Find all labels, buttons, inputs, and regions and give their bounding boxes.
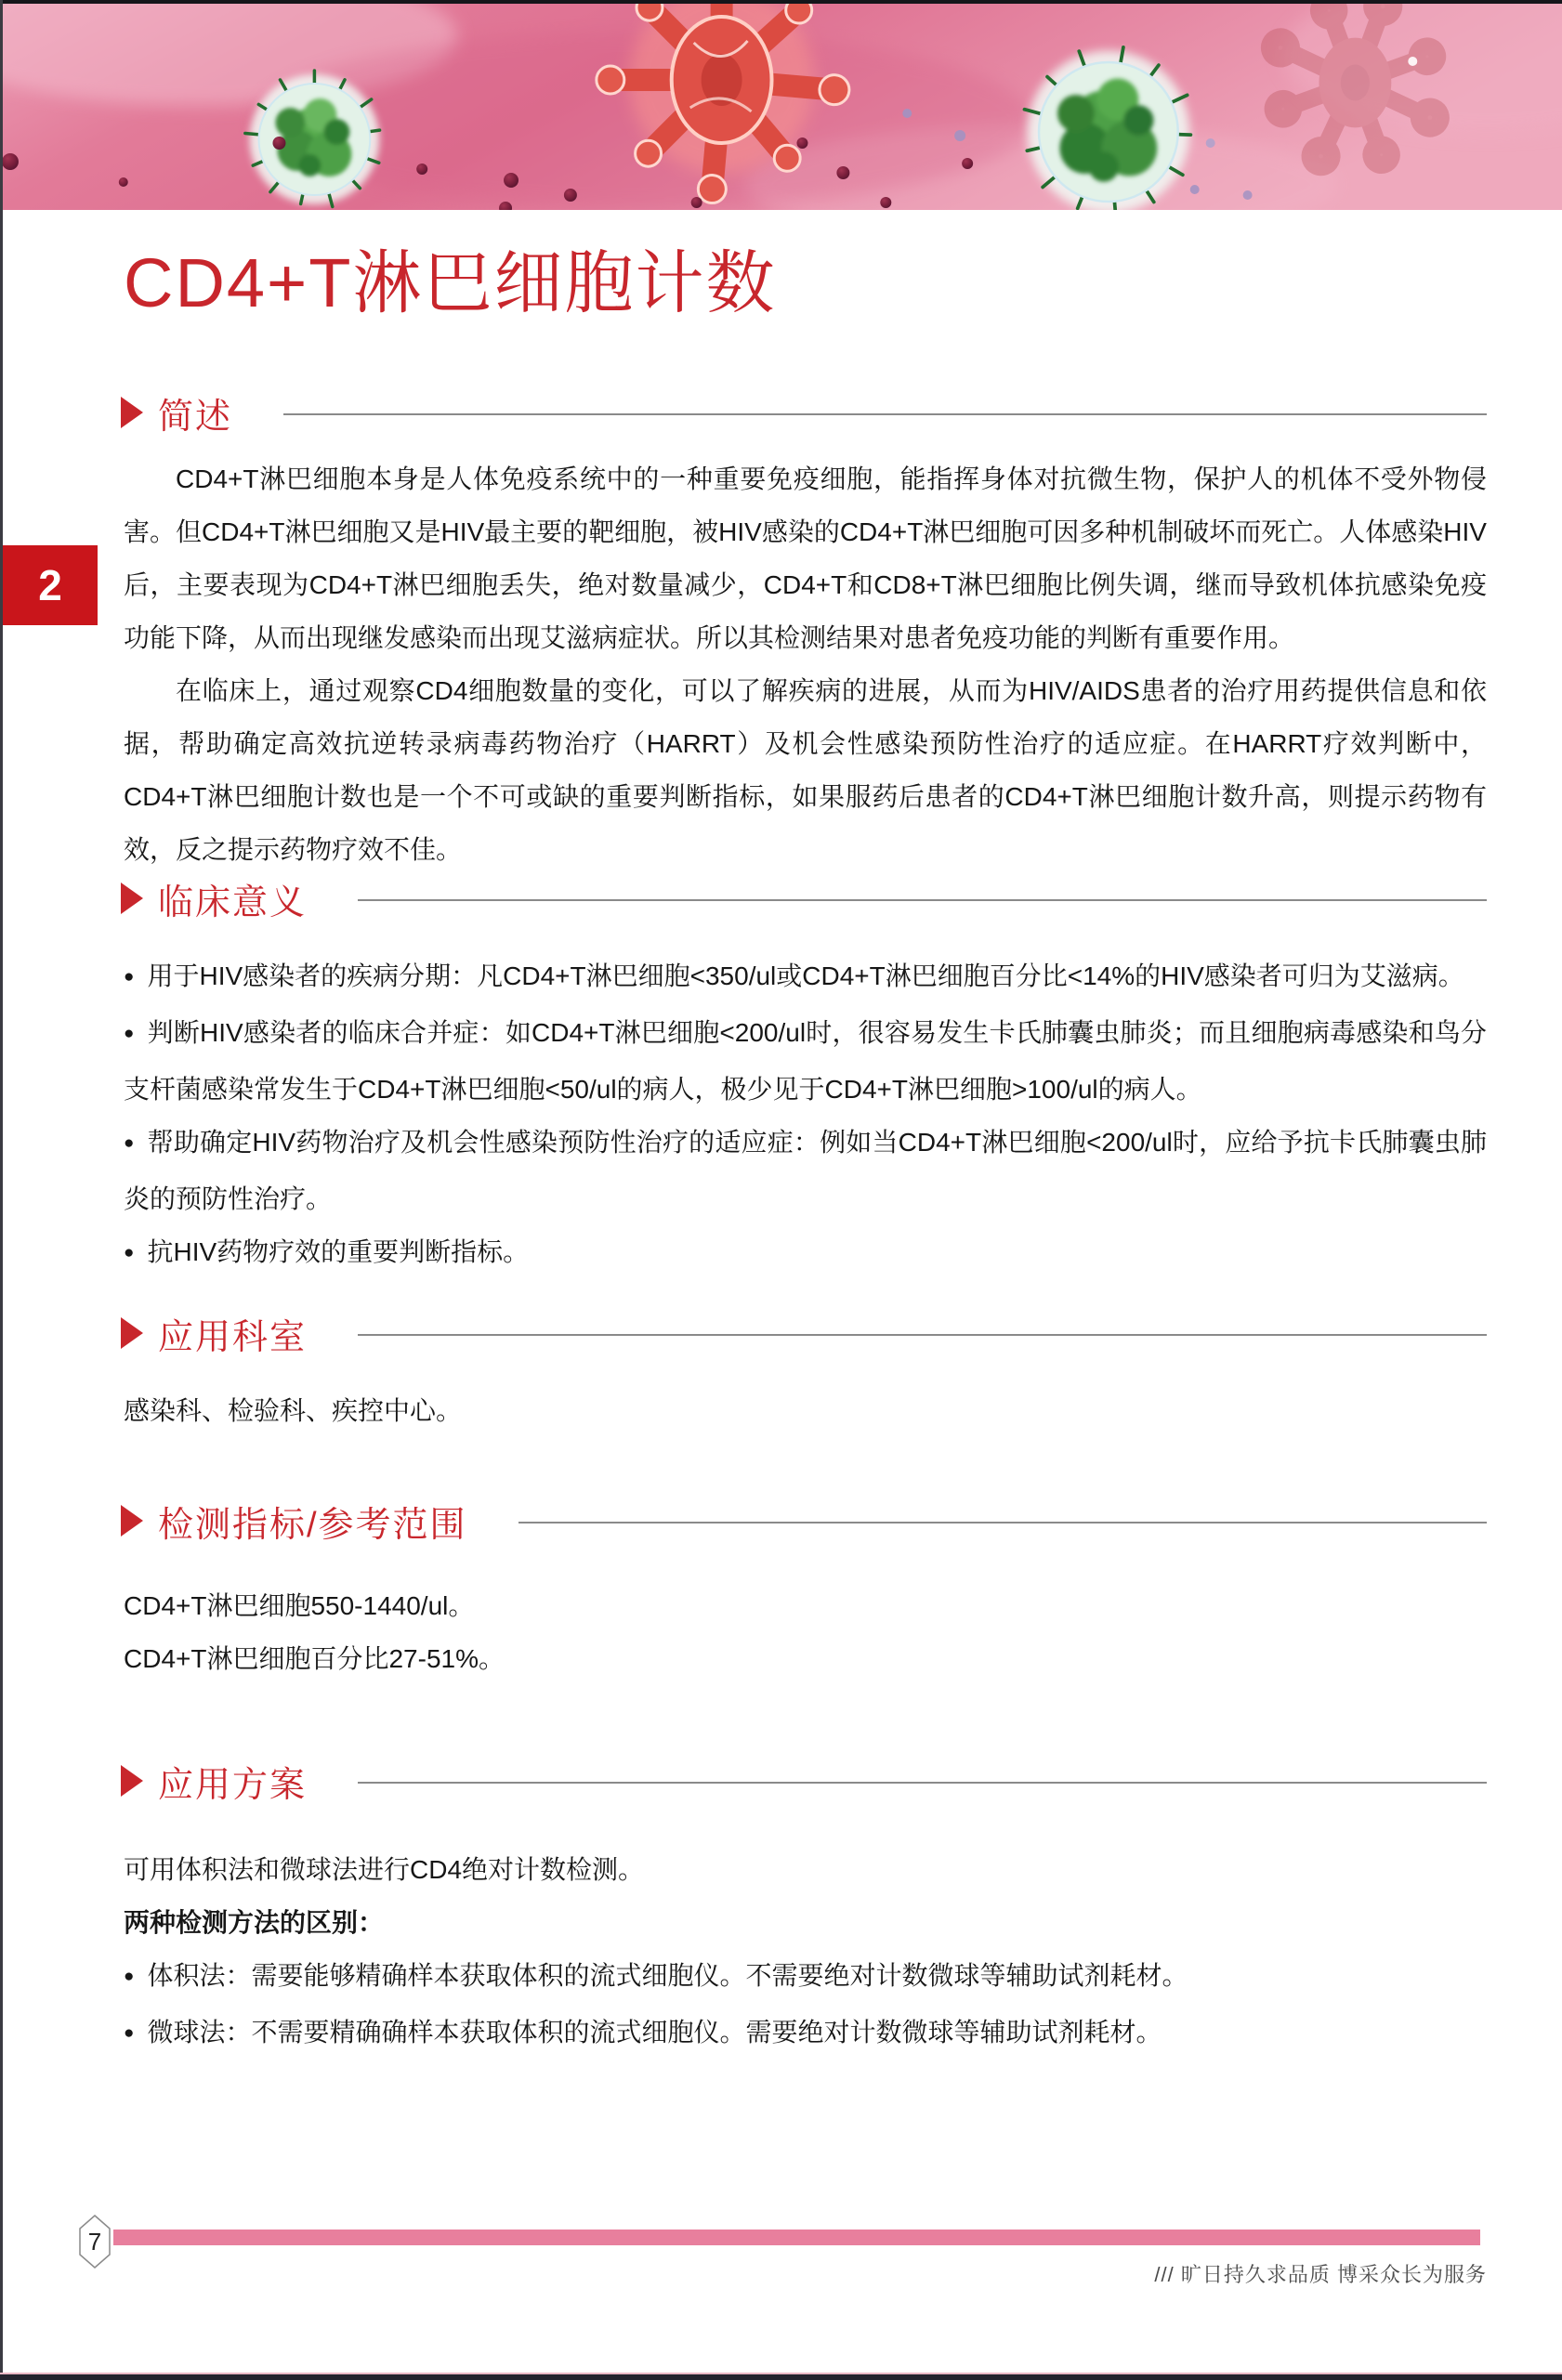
section-heading-label: 简述 bbox=[158, 397, 233, 437]
section-arrow-icon bbox=[121, 883, 143, 914]
list-item: ● 抗HIV药物疗效的重要判断指标。 bbox=[124, 1225, 1487, 1282]
departments-text: 感染科、检验科、疾控中心。 bbox=[124, 1396, 463, 1425]
section-heading-application bbox=[121, 1759, 1487, 1805]
chapter-tab bbox=[3, 545, 98, 625]
page-border-bottom bbox=[0, 2374, 1562, 2380]
section-rule bbox=[358, 1334, 1487, 1336]
section-heading-overview bbox=[121, 391, 1487, 437]
list-item: ● 体积法：需要能够精确样本获取体积的流式细胞仪。不需要绝对计数微球等辅助试剂耗材。 bbox=[124, 1949, 1487, 2006]
page-border-left bbox=[0, 0, 3, 2380]
overview-body bbox=[124, 452, 1487, 876]
section-heading-clinical bbox=[121, 877, 1487, 920]
page-number: 7 bbox=[87, 2228, 102, 2256]
section-rule bbox=[358, 899, 1487, 901]
page-number-badge bbox=[78, 2214, 112, 2269]
section-rule bbox=[358, 1782, 1487, 1784]
footer-slogan: /// 旷日持久求品质 博采众长为服务 bbox=[1154, 2263, 1487, 2286]
application-intro: 可用体积法和微球法进行CD4绝对计数检测。 bbox=[124, 1855, 645, 1884]
section-heading-label: 检测指标/参考范围 bbox=[158, 1505, 467, 1545]
departments-body bbox=[124, 1384, 1487, 1437]
list-item: ● 微球法：不需要精确确样本获取体积的流式细胞仪。需要绝对计数微球等辅助试剂耗材。 bbox=[124, 2006, 1487, 2062]
overview-paragraph: CD4+T淋巴细胞本身是人体免疫系统中的一种重要免疫细胞，能指挥身体对抗微生物，保护人的机体不受外物侵害。但CD4+T淋巴细胞又是HIV最主要的靶细胞，被HIV感染的CD4+T淋巴细胞可因多种机制破坏而死亡。人体感染HIV后，主要表现为CD4+T淋巴细胞丢失，绝对数量减少，CD4+T和CD8+T淋巴细胞比例失调，继而导致机体抗感染免疫功能下降，从而出现继发感染而出现艾滋病症状。所以其检测结果对患者免疫功能的判断有重要作用。 bbox=[124, 464, 1487, 652]
section-rule bbox=[518, 1522, 1487, 1523]
application-subheading: 两种检测方法的区别： bbox=[124, 1908, 385, 1937]
section-heading-label: 应用科室 bbox=[158, 1317, 308, 1357]
section-heading-label: 临床意义 bbox=[158, 883, 308, 922]
section-arrow-icon bbox=[121, 397, 143, 428]
section-heading-departments bbox=[121, 1312, 1487, 1357]
list-item: ● 用于HIV感染者的疾病分期：凡CD4+T淋巴细胞<350/ul或CD4+T淋巴细胞百分比<14%的HIV感染者可归为艾滋病。 bbox=[124, 949, 1487, 1006]
section-arrow-icon bbox=[121, 1505, 143, 1537]
reference-line: CD4+T淋巴细胞百分比27-51%。 bbox=[124, 1644, 505, 1673]
page-title: CD4+T淋巴细胞计数 bbox=[124, 244, 777, 321]
reference-line: CD4+T淋巴细胞550-1440/ul。 bbox=[124, 1591, 475, 1620]
overview-paragraph: 在临床上，通过观察CD4细胞数量的变化，可以了解疾病的进展，从而为HIV/AIDS患者的治疗用药提供信息和依据，帮助确定高效抗逆转录病毒药物治疗（HARRT）及机会性感染预防性治疗的适应症。在HARRT疗效判断中，CD4+T淋巴细胞计数也是一个不可或缺的重要判断指标，如果服药后患者的CD4+T淋巴细胞计数升高，则提示药物有效，反之提示药物疗效不佳。 bbox=[124, 676, 1487, 864]
section-heading-label: 应用方案 bbox=[158, 1765, 308, 1805]
banner-illustration bbox=[3, 4, 1562, 210]
header-banner-image bbox=[3, 4, 1562, 210]
chapter-number: 2 bbox=[38, 561, 62, 609]
footer-bar bbox=[113, 2230, 1480, 2245]
clinical-bullet-list bbox=[124, 949, 1487, 1282]
section-heading-reference bbox=[121, 1499, 1487, 1545]
reference-body bbox=[124, 1579, 1487, 1685]
section-rule bbox=[283, 413, 1487, 415]
list-item: ● 判断HIV感染者的临床合并症：如CD4+T淋巴细胞<200/ul时，很容易发生卡氏肺囊虫肺炎；而且细胞病毒感染和鸟分支杆菌感染常发生于CD4+T淋巴细胞<50/ul的病人，极少见于CD4+T淋巴细胞>100/ul的病人。 bbox=[124, 1006, 1487, 1116]
section-arrow-icon bbox=[121, 1765, 143, 1797]
list-item: ● 帮助确定HIV药物治疗及机会性感染预防性治疗的适应症：例如当CD4+T淋巴细胞<200/ul时，应给予抗卡氏肺囊虫肺炎的预防性治疗。 bbox=[124, 1116, 1487, 1225]
section-arrow-icon bbox=[121, 1317, 143, 1349]
application-body bbox=[124, 1843, 1487, 2062]
